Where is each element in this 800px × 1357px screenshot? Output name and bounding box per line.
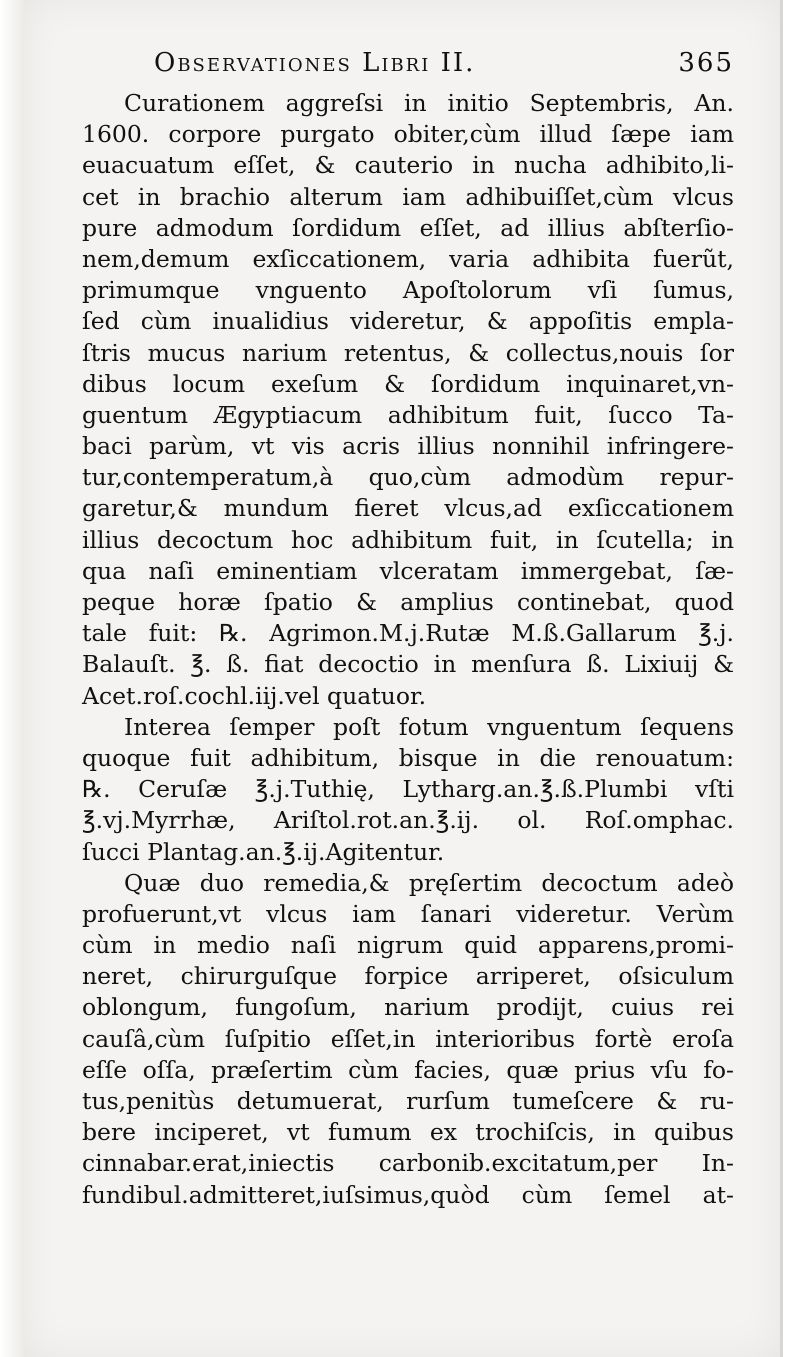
- page-number: 365: [678, 48, 734, 78]
- text-line: quoque fuit adhibitum, bisque in die renouatum:: [82, 743, 734, 772]
- text-line: dibus locum exeſum & ſordidum inquinaret,vn-: [82, 369, 734, 398]
- book-page: [24, 0, 783, 1357]
- text-line: cauſâ,cùm ſuſpitio eſſet,in interioribus fortè eroſa: [82, 1024, 734, 1053]
- text-line: peque horæ ſpatio & amplius continebat, quod: [82, 588, 734, 616]
- text-line: ſucci Plantag.an.℥.ij.Agitentur.: [82, 837, 445, 866]
- text-line: illius decoctum hoc adhibitum fuit, in ſcutella; in: [82, 525, 734, 554]
- text-line: Curationem aggreſsi in initio Septembris, An.: [124, 89, 734, 117]
- text-line: baci parùm, vt vis acris illius nonnihil infringere-: [82, 432, 734, 461]
- text-line: 1600. corpore purgato obiter,cùm illud ſæpe iam: [82, 120, 734, 149]
- text-line: qua naſi eminentiam vlceratam immergebat, ſæ-: [82, 556, 734, 585]
- text-line: Interea ſemper poſt fotum vnguentum ſequens: [124, 712, 734, 741]
- running-head-title: Observationes Libri II.: [154, 48, 476, 78]
- text-line: eſſe oſſa, præſertim cùm facies, quæ prius vſu fo-: [82, 1055, 734, 1084]
- text-line: euacuatum eſſet, & cauterio in nucha adhibito,li-: [82, 151, 734, 180]
- text-line: garetur,& mundum fieret vlcus,ad exſiccationem: [82, 494, 734, 523]
- text-line: ℞. Ceruſæ ℥.j.Tuthię, Lytharg.an.℥.ß.Plumbi vſti: [82, 775, 734, 804]
- text-line: pure admodum ſordidum eſſet, ad illius abſterſio-: [82, 213, 734, 242]
- text-line: cinnabar.erat,iniectis carbonib.excitatum,per In-: [82, 1149, 734, 1178]
- text-line: ſed cùm inualidius videretur, & appoſitis empla-: [82, 307, 734, 336]
- text-line: bere inciperet, vt fumum ex trochiſcis, in quibus: [82, 1118, 734, 1147]
- text-line: guentum Ægyptiacum adhibitum fuit, ſucco Ta-: [82, 400, 734, 429]
- text-line: ℥.vj.Myrrhæ, Ariſtol.rot.an.℥.ij. ol. Roſ.omphac.: [82, 806, 734, 835]
- text-line: neret, chirurguſque forpice arriperet, oſsiculum: [82, 962, 734, 991]
- text-line: Quæ duo remedia,& pręſertim decoctum adeò: [124, 868, 734, 897]
- text-line: Acet.roſ.cochl.iij.vel quatuor.: [82, 681, 427, 710]
- text-line: ſtris mucus narium retentus, & collectus,nouis ſor: [82, 338, 734, 367]
- text-line: fundibul.admitteret,iuſsimus,quòd cùm ſemel at-: [82, 1180, 734, 1209]
- text-line: profuerunt,vt vlcus iam ſanari videretur. Verùm: [82, 899, 734, 928]
- body-text: [82, 88, 734, 1211]
- text-line: primumque vnguento Apoſtolorum vſi ſumus,: [82, 276, 734, 305]
- text-line: tale fuit: ℞. Agrimon.M.j.Rutæ M.ß.Gallarum ℥.j.: [82, 619, 734, 648]
- text-line: nem,demum exſiccationem, varia adhibita fuerũt,: [82, 244, 734, 273]
- text-line: cet in brachio alterum iam adhibuiſſet,cùm vlcus: [82, 182, 734, 211]
- text-line: cùm in medio naſi nigrum quid apparens,promi-: [82, 931, 734, 960]
- running-head: [154, 48, 734, 88]
- text-line: tus,penitùs detumuerat, rurſum tumeſcere & ru-: [82, 1087, 734, 1115]
- text-line: tur,contemperatum,à quo,cùm admodùm repur-: [82, 463, 734, 492]
- page-edge: [0, 0, 24, 1357]
- text-line: oblongum, fungoſum, narium prodijt, cuius rei: [82, 993, 734, 1022]
- text-line: Balauſt. ℥. ß. fiat decoctio in menſura ß. Lixiuij &: [82, 650, 734, 679]
